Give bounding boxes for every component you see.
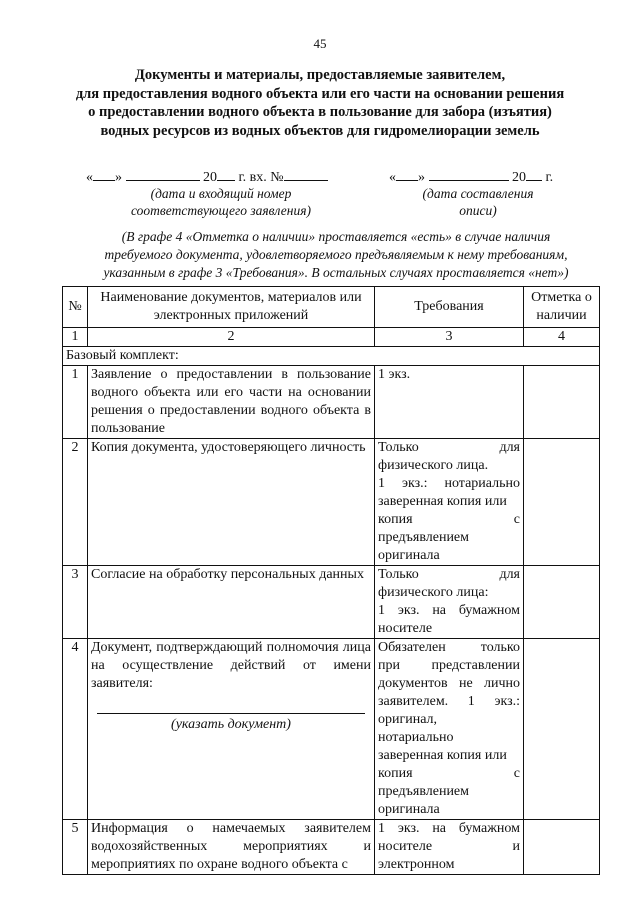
document-name: Копия документа, удостоверяющего личность [88,439,375,566]
title-line: водных ресурсов из водных объектов для гидромелиорации земель [100,122,540,139]
document-name: Заявление о предоставлении в пользование водного объекта или его части на основании решения о предоставлении водного объекта в пользование [88,366,375,439]
header-mark: Отметка о наличии [524,287,600,328]
column-number: 3 [375,328,524,347]
instruction-note [66,228,606,282]
requirement-line: 1 экз. [378,367,411,382]
requirement-line: заявителем. 1 экз.: [378,694,520,709]
requirement-line: Обязателен только [378,640,520,655]
incoming-date-field [86,168,328,186]
column-number: 2 [88,328,375,347]
note-line: (В графе 4 «Отметка о наличии» проставляется «есть» в случае наличия [121,229,551,244]
caption-line: (дата и входящий номер [150,186,292,201]
header-requirements: Требования [375,287,524,328]
quote-close: » [418,170,425,185]
requirement-line: документов не лично [378,676,520,691]
incoming-date-caption [106,185,336,219]
presence-mark-cell [524,820,600,875]
quote-close: » [115,170,122,185]
column-number-row [63,328,600,347]
requirement-line: заверенная копия или [378,494,507,509]
inventory-date-caption [398,185,558,219]
table-row [63,439,600,566]
page-number: 45 [313,36,327,51]
incoming-number-label: г. вх. № [238,170,284,185]
section-row [63,347,600,366]
day-blank [93,168,115,181]
table-row [63,366,600,439]
table-header-row [63,287,600,328]
caption-line: (дата составления [422,186,534,201]
requirement-line: физического лица: [378,585,489,600]
header-num: № [63,287,88,328]
year-suffix: г. [545,170,554,185]
requirements-cell [375,639,524,820]
requirement-line: при представлении [378,658,520,673]
requirement-line: оригинала [378,802,440,817]
requirement-line: оригинала [378,548,440,563]
requirement-line: 1 экз. на бумажном [378,603,520,618]
row-number: 3 [63,566,88,639]
title-line: Документы и материалы, предоставляемые заявителем, [134,67,506,83]
column-number: 4 [524,328,600,347]
row-number: 5 [63,820,88,875]
requirement-line: 1 экз.: нотариально [378,476,520,491]
header-name: Наименование документов, материалов или электронных приложений [88,287,375,328]
title-line: о предоставлении водного объекта в пользование для забора (изъятия) [88,104,552,120]
documents-table [62,286,600,875]
presence-mark-cell [524,566,600,639]
requirement-line: физического лица. [378,458,489,473]
note-line: указанным в графе 3 «Требования». В остальных случаях проставляется «нет») [103,265,569,280]
requirement-line: носителе и [378,839,520,854]
presence-mark-cell [524,639,600,820]
year-blank [217,168,235,181]
quote-open: « [389,170,396,185]
row-number: 2 [63,439,88,566]
requirement-line: копия с [378,512,520,527]
requirement-line: предъявлением [378,784,470,799]
table-row [63,566,600,639]
requirement-line: носителе [378,621,433,636]
requirement-line: заверенная копия или [378,748,507,763]
incoming-number-blank [284,168,328,181]
row-number: 1 [63,366,88,439]
requirement-line: предъявлением [378,530,470,545]
caption-line: соответствующего заявления) [131,203,311,218]
requirement-line: оригинал, [378,712,438,727]
note-line: требуемого документа, удовлетворяемого предъявляемым к нему требованиям, [104,247,568,262]
requirement-line: электронном [378,857,455,872]
document-blank-line [97,693,365,714]
document-name: Информация о намечаемых заявителем водохозяйственных мероприятиях и мероприятиях по охране водного объекта с [88,820,375,875]
table-row [63,639,600,820]
year-prefix: 20 [203,170,217,185]
document-title [40,66,600,140]
document-name: Согласие на обработку персональных данных [88,566,375,639]
requirement-line: 1 экз. на бумажном [378,821,520,836]
year-prefix: 20 [512,170,526,185]
requirement-line: нотариально [378,730,454,745]
requirement-line: Только для [378,567,520,582]
document-name-cell [88,639,375,820]
presence-mark-cell [524,439,600,566]
inventory-date-field [389,168,553,186]
title-line: для предоставления водного объекта или его части на основании решения [75,85,565,102]
requirement-line: копия с [378,766,520,781]
requirement-line: Только для [378,440,520,455]
document-name: Документ, подтверждающий полномочия лица на осуществление действий от имени заявителя: [91,640,371,691]
table-row [63,820,600,875]
quote-open: « [86,170,93,185]
year-blank [526,168,542,181]
requirements-cell [375,366,524,439]
requirements-cell [375,439,524,566]
requirements-cell [375,820,524,875]
blank-caption: (указать документ) [171,717,291,732]
caption-line: описи) [459,203,497,218]
presence-mark-cell [524,366,600,439]
day-blank [396,168,418,181]
requirements-cell [375,566,524,639]
section-label: Базовый комплект: [63,347,600,366]
column-number: 1 [63,328,88,347]
month-blank [429,168,509,181]
month-blank [126,168,200,181]
row-number: 4 [63,639,88,820]
